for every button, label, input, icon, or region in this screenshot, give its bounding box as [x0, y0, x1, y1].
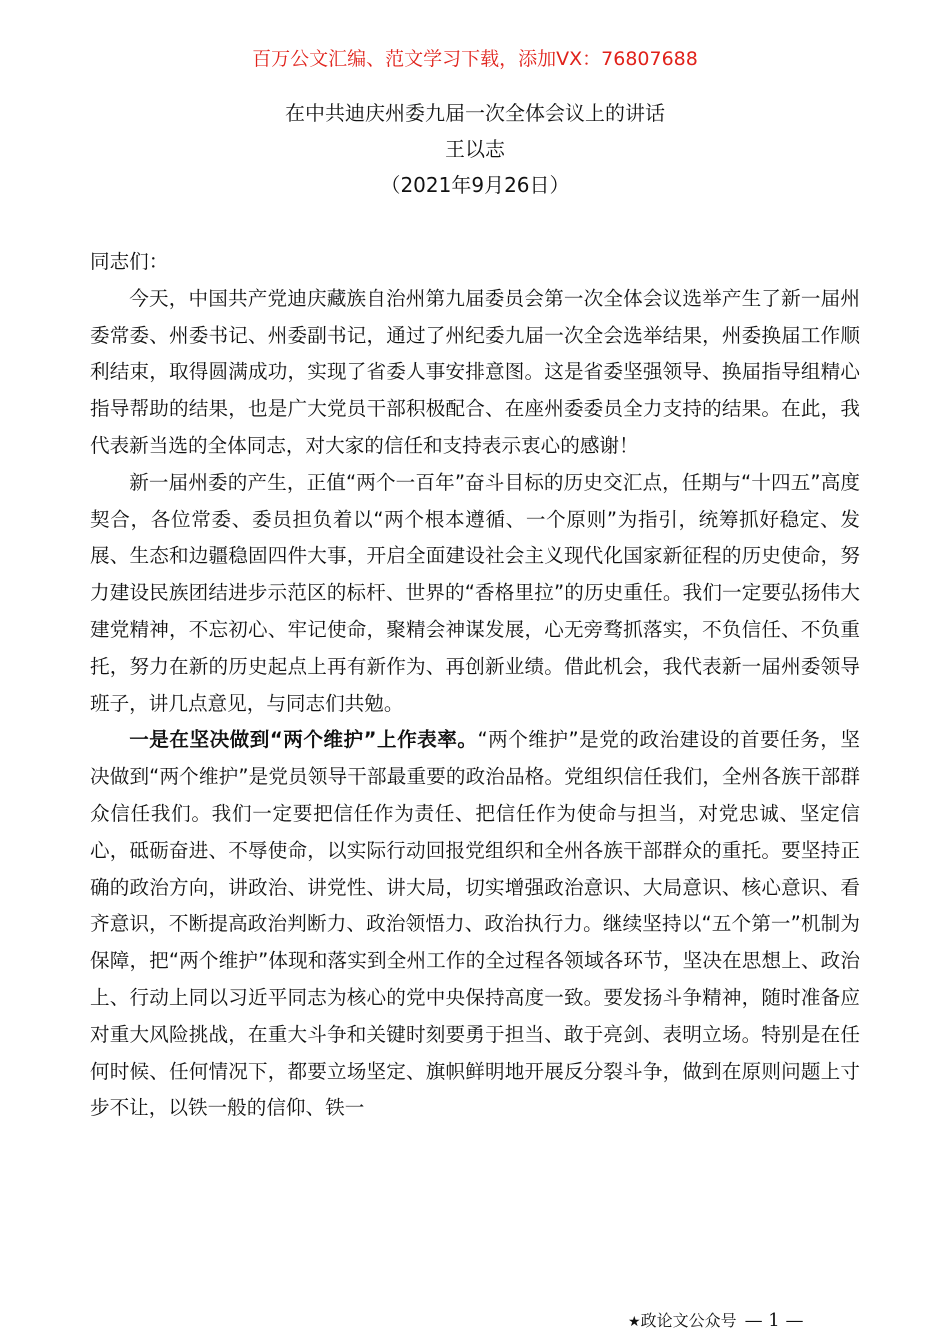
footer-source: 政论文公众号 [640, 1311, 737, 1330]
page-footer [628, 1309, 803, 1334]
paragraph-3-text: “两个维护”是党的政治建设的首要任务，坚决做到“两个维护”是党员领导干部最重要的政治品格。党组织信任我们，全州各族干部群众信任我们。我们一定要把信任作为责任、把信任作为使命与担当，对党忠诚、坚定信心，砥砺奋进、不辱使命，以实际行动回报党组织和全州各族干部群众的重托。要坚持正确的政治方向，讲政治、讲党性、讲大局，切实增强政治意识、大局意识、核心意识、看齐意识，不断提高政治判断力、政治领悟力、政治执行力。继续坚持以“五个第一”机制为保障，把“两个维护”体现和落实到全州工作的全过程各领域各环节，坚决在思想上、政治上、行动上同以习近平同志为核心的党中央保持高度一致。要发扬斗争精神，随时准备应对重大风险挑战，在重大斗争和关键时刻要勇于担当、敢于亮剑、表明立场。特别是在任何时候、任何情况下，都要立场坚定、旗帜鲜明地开展反分裂斗争，做到在原则问题上寸步不让，以铁一般的信仰、铁一 [90, 728, 860, 1120]
paragraph-2: 新一届州委的产生，正值“两个一百年”奋斗目标的历史交汇点，任期与“十四五”高度契合，各位常委、委员担负着以“两个根本遵循、一个原则”为指引，统筹抓好稳定、发展、生态和边疆稳固四件大事，开启全面建设社会主义现代化国家新征程的历史使命，努力建设民族团结进步示范区的标杆、世界的“香格里拉”的历史重任。我们一定要弘扬伟大建党精神，不忘初心、牢记使命，聚精会神谋发展，心无旁骛抓落实，不负信任、不负重托，努力在新的历史起点上再有新作为、再创新业绩。借此机会，我代表新一届州委领导班子，讲几点意见，与同志们共勉。 [90, 470, 860, 715]
paragraph-3-heading: 一是在坚决做到“两个维护”上作表率。 [129, 728, 478, 752]
salutation: 同志们： [90, 250, 169, 273]
paragraph-1: 今天，中国共产党迪庆藏族自治州第九届委员会第一次全体会议选举产生了新一届州委常委、州委书记、州委副书记，通过了州纪委九届一次全会选举结果，州委换届工作顺利结束，取得圆满成功，实现了省委人事安排意图。这是省委坚强领导、换届指导组精心指导帮助的结果，也是广大党员干部积极配合、在座州委委员全力支持的结果。在此，我代表新当选的全体同志，对大家的信任和支持表示衷心的感谢！ [90, 286, 860, 457]
star-icon: ★ [628, 1314, 641, 1330]
promo-banner: 百万公文汇编、范文学习下载，添加VX：76807688 [252, 48, 698, 70]
speaker-name: 王以志 [445, 137, 505, 161]
speech-date: （2021年9月26日） [380, 173, 570, 197]
paragraph-3 [90, 722, 860, 1127]
speech-title: 在中共迪庆州委九届一次全体会议上的讲话 [285, 101, 665, 125]
page-number: — 1 — [744, 1310, 804, 1331]
speech-body [90, 244, 860, 1127]
